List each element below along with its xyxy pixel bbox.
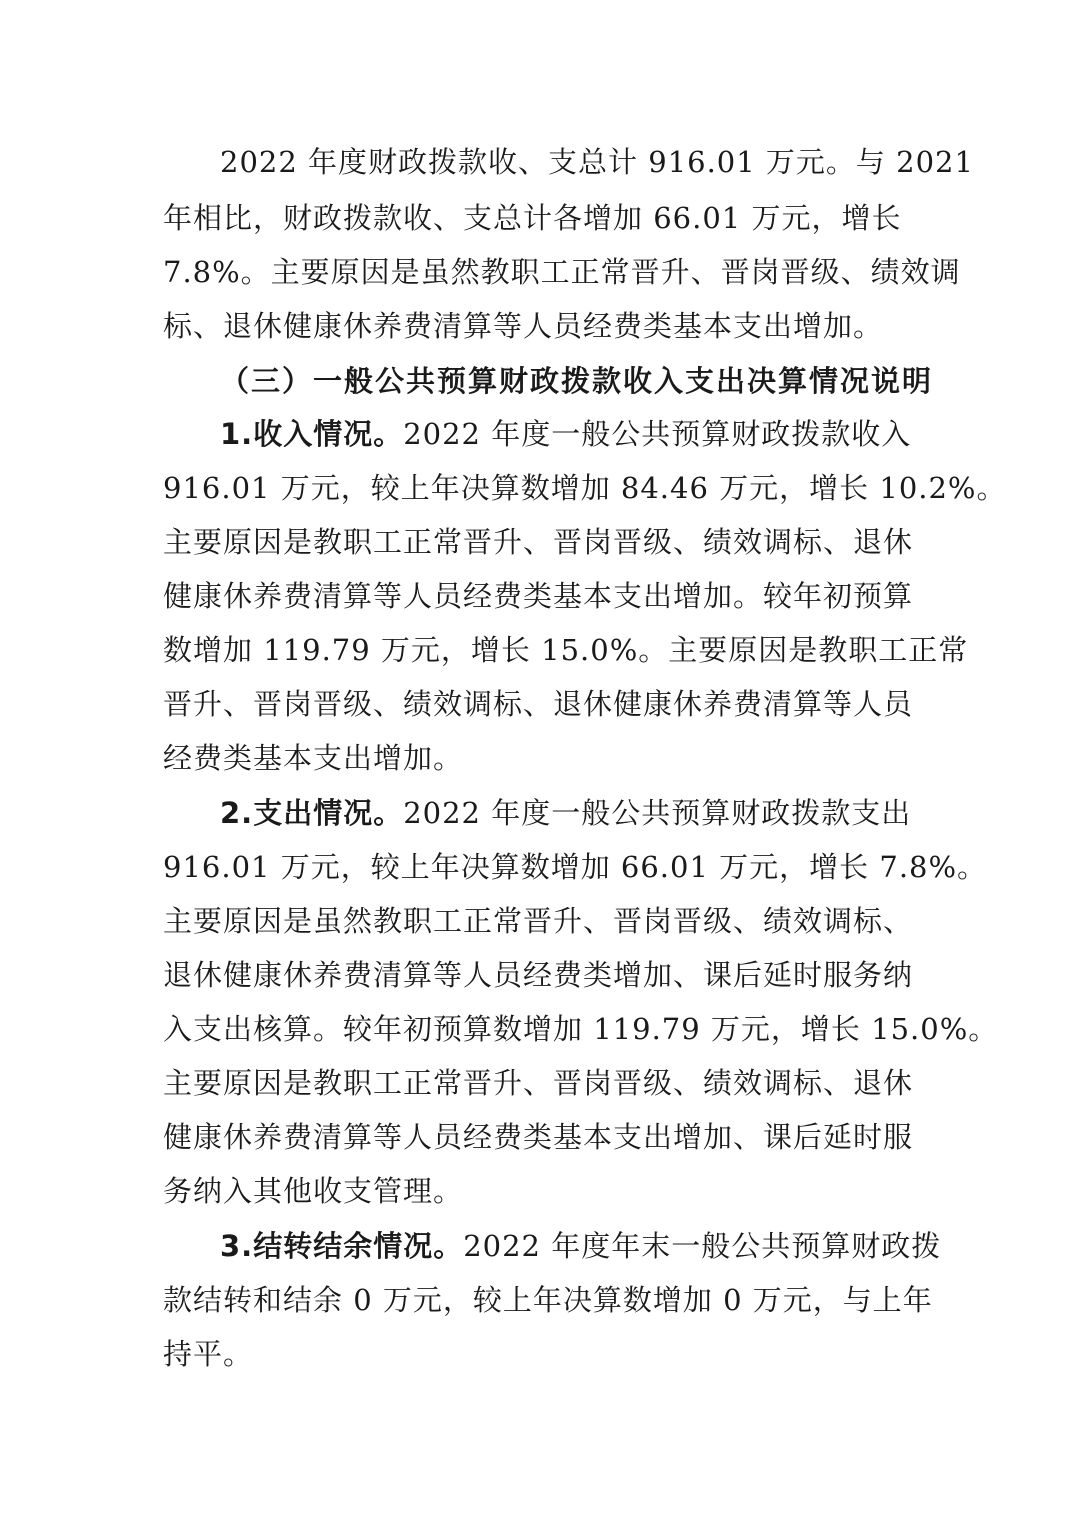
- section-2-line-7: 健康休养费清算等人员经费类基本支出增加、课后延时服: [163, 1120, 914, 1154]
- section-2-line-3: 主要原因是虽然教职工正常晋升、晋岗晋级、绩效调标、: [163, 904, 914, 938]
- section-3-line-3: 持平。: [163, 1337, 254, 1371]
- section-1-first-line-text: 2022 年度一般公共预算财政拨款收入: [403, 417, 912, 451]
- paragraph-1-line-4: 标、退休健康休养费清算等人员经费类基本支出增加。: [163, 309, 884, 343]
- paragraph-1-line-2: 年相比，财政拨款收、支总计各增加 66.01 万元，增长: [163, 201, 902, 235]
- paragraph-1-line-1: 2022 年度财政拨款收、支总计 916.01 万元。与 2021: [220, 145, 974, 179]
- section-1-line-7: 经费类基本支出增加。: [163, 741, 464, 775]
- section-2-line-5: 入支出核算。较年初预算数增加 119.79 万元，增长 15.0%。: [163, 1012, 999, 1046]
- section-3-line-2: 款结转和结余 0 万元，较上年决算数增加 0 万元，与上年: [163, 1283, 933, 1317]
- section-1-line-6: 晋升、晋岗晋级、绩效调标、退休健康休养费清算等人员: [163, 687, 914, 721]
- section-2-line-2: 916.01 万元，较上年决算数增加 66.01 万元，增长 7.8%。: [163, 850, 988, 884]
- section-3-first-line-text: 2022 年度年末一般公共预算财政拨: [463, 1229, 942, 1263]
- section-2-line-1: [220, 793, 911, 833]
- section-2-line-8: 务纳入其他收支管理。: [163, 1174, 464, 1208]
- section-3-line-1: [220, 1226, 941, 1266]
- section-1-line-5: 数增加 119.79 万元，增长 15.0%。主要原因是教职工正常: [163, 633, 969, 667]
- section-1-line-4: 健康休养费清算等人员经费类基本支出增加。较年初预算: [163, 579, 914, 613]
- section-2-first-line-text: 2022 年度一般公共预算财政拨款支出: [403, 796, 912, 830]
- section-1-line-1: [220, 414, 911, 454]
- section-2-line-6: 主要原因是教职工正常晋升、晋岗晋级、绩效调标、退休: [163, 1066, 914, 1100]
- section-2-line-4: 退休健康休养费清算等人员经费类增加、课后延时服务纳: [163, 958, 914, 992]
- section-3-label: 3.结转结余情况。: [220, 1229, 464, 1263]
- section-1-line-2: 916.01 万元，较上年决算数增加 84.46 万元，增长 10.2%。: [163, 471, 1007, 505]
- section-1-line-3: 主要原因是教职工正常晋升、晋岗晋级、绩效调标、退休: [163, 525, 914, 559]
- paragraph-1-line-3: 7.8%。主要原因是虽然教职工正常晋升、晋岗晋级、绩效调: [163, 255, 961, 289]
- section-2-label: 2.支出情况。: [220, 796, 404, 830]
- section-1-label: 1.收入情况。: [220, 417, 404, 451]
- section-heading-3: （三）一般公共预算财政拨款收入支出决算情况说明: [220, 364, 934, 398]
